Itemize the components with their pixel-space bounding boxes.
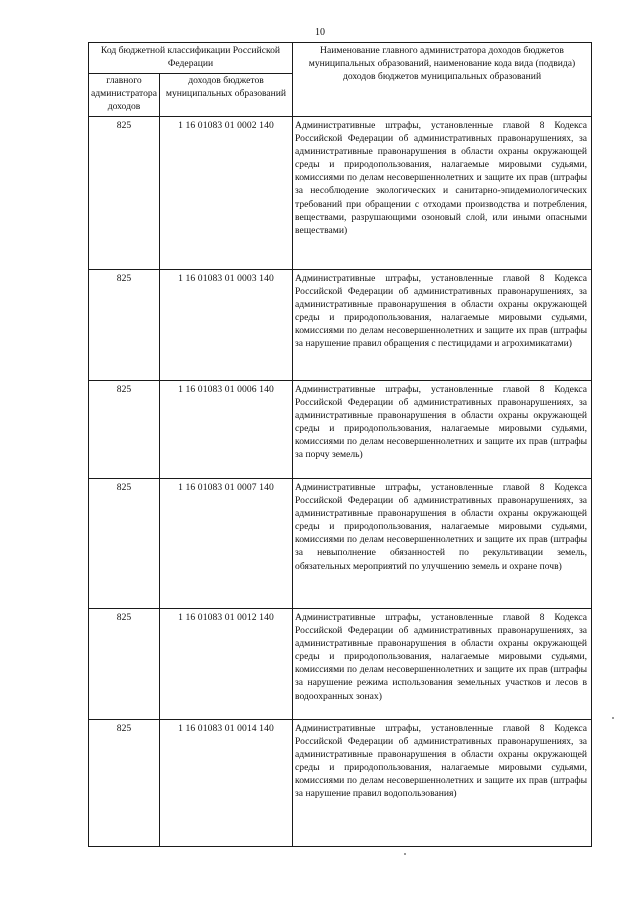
description-cell: Административные штрафы, установленные главой 8 Кодекса Российской Федерации об административных правонарушениях, за административные правонарушения в области охраны окружающей среды и природопользования, налагаемые мировыми судьями, комиссиями по делам несовершеннолетних и защите их прав (штрафы за порчу земель) <box>293 381 592 479</box>
income-code-cell: 1 16 01083 01 0012 140 <box>160 609 293 720</box>
income-code-cell: 1 16 01083 01 0002 140 <box>160 117 293 270</box>
table-header-row <box>89 43 592 74</box>
table-row <box>89 609 592 720</box>
admin-code-cell: 825 <box>89 117 160 270</box>
income-code-cell: 1 16 01083 01 0006 140 <box>160 381 293 479</box>
income-code-cell: 1 16 01083 01 0007 140 <box>160 479 293 609</box>
description-cell: Административные штрафы, установленные главой 8 Кодекса Российской Федерации об административных правонарушениях, за административные правонарушения в области охраны окружающей среды и природопользования, налагаемые мировыми судьями, комиссиями по делам несовершеннолетних и защите их прав (штрафы за нарушение режима использования земельных участков и лесов в водоохранных зонах) <box>293 609 592 720</box>
description-cell: Административные штрафы, установленные главой 8 Кодекса Российской Федерации об административных правонарушениях, за административные правонарушения в области охраны окружающей среды и природопользования, налагаемые мировыми судьями, комиссиями по делам несовершеннолетних и защите их прав (штрафы за несоблюдение экологических и санитарно-эпидемиологических требований при обращении с отходами производства и потребления, веществами, разрушающими озоновый слой, или иными опасными веществами) <box>293 117 592 270</box>
header-name: Наименование главного администратора доходов бюджетов муниципальных образований, наименование кода вида (подвида) доходов бюджетов муниципальных образований <box>293 43 592 117</box>
table-row <box>89 270 592 381</box>
admin-code-cell: 825 <box>89 720 160 847</box>
description-cell: Административные штрафы, установленные главой 8 Кодекса Российской Федерации об административных правонарушениях, за административные правонарушения в области охраны окружающей среды и природопользования, налагаемые мировыми судьями, комиссиями по делам несовершеннолетних и защите их прав (штрафы за невыполнение обязанностей по рекультивации земель, обязательных мероприятий по улучшению земель и охране почв) <box>293 479 592 609</box>
scan-speck <box>612 717 614 719</box>
table-row <box>89 117 592 270</box>
scan-speck <box>404 853 406 855</box>
header-admin: главного администратора доходов <box>89 74 160 117</box>
header-income: доходов бюджетов муниципальных образований <box>160 74 293 117</box>
income-code-cell: 1 16 01083 01 0003 140 <box>160 270 293 381</box>
admin-code-cell: 825 <box>89 381 160 479</box>
admin-code-cell: 825 <box>89 479 160 609</box>
admin-code-cell: 825 <box>89 609 160 720</box>
page-number: 10 <box>315 27 325 38</box>
admin-code-cell: 825 <box>89 270 160 381</box>
description-cell: Административные штрафы, установленные главой 8 Кодекса Российской Федерации об административных правонарушениях, за административные правонарушения в области охраны окружающей среды и природопользования, налагаемые мировыми судьями, комиссиями по делам несовершеннолетних и защите их прав (штрафы за нарушение правил водопользования) <box>293 720 592 847</box>
table-row <box>89 720 592 847</box>
header-classification: Код бюджетной классификации Российской Федерации <box>89 43 293 74</box>
budget-classification-table <box>88 42 592 847</box>
income-code-cell: 1 16 01083 01 0014 140 <box>160 720 293 847</box>
table-row <box>89 381 592 479</box>
table-row <box>89 479 592 609</box>
description-cell: Административные штрафы, установленные главой 8 Кодекса Российской Федерации об административных правонарушениях, за административные правонарушения в области охраны окружающей среды и природопользования, налагаемые мировыми судьями, комиссиями по делам несовершеннолетних и защите их прав (штрафы за нарушение правил обращения с пестицидами и агрохимикатами) <box>293 270 592 381</box>
